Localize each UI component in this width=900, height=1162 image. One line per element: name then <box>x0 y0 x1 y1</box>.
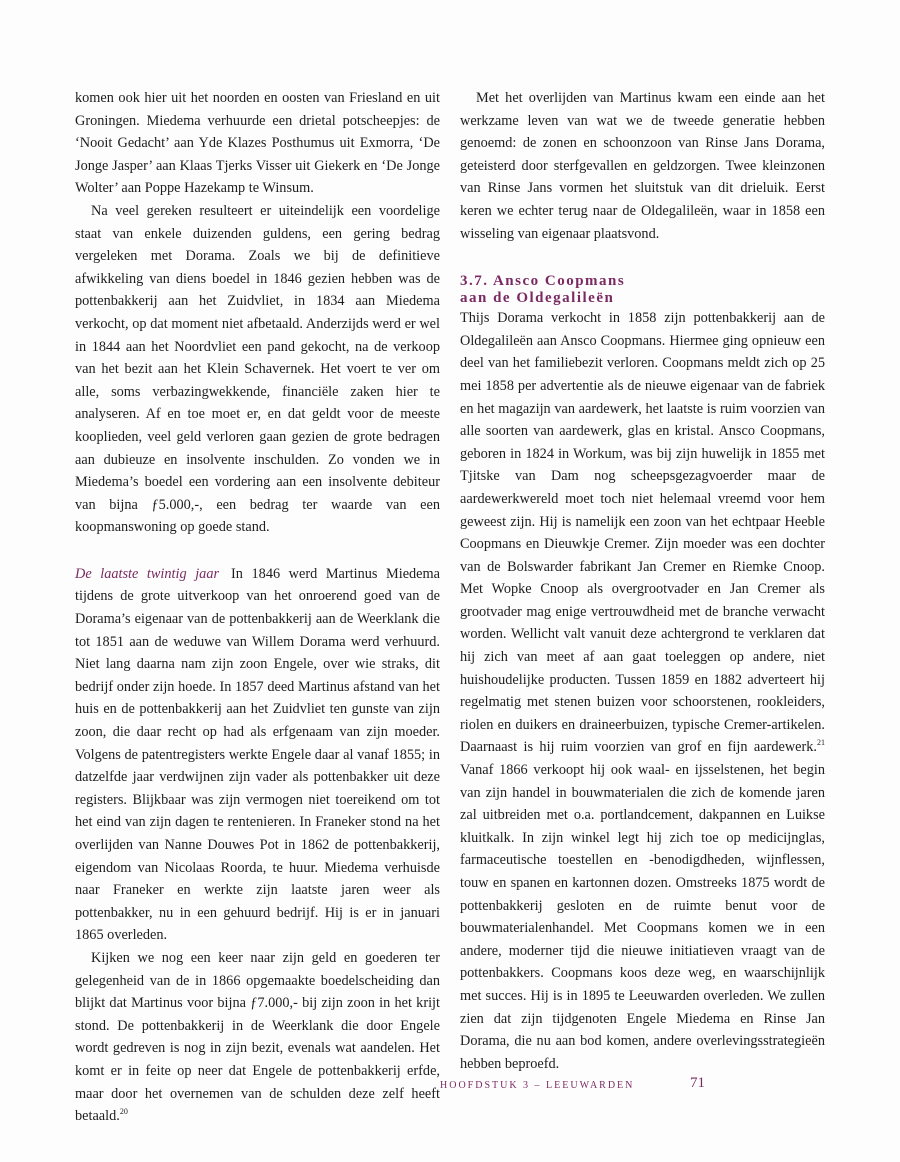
left-paragraph-1: komen ook hier uit het noorden en oosten van Friesland en uit Groningen. Miedema verhuurde een drietal potscheepjes: de ‘Nooit Gedacht’ aan Yde Klazes Posthumus uit Exmorra, ‘De Jonge Jasper’ aan Klaas Tjerks Visser uit Giekerk en ‘De Jonge Wolter’ aan Poppe Hazekamp te Winsum. <box>75 90 440 197</box>
right-paragraph-2-text-b: Vanaf 1866 verkoopt hij ook waal- en ijsselstenen, het begin van zijn handel in bouwmaterialen die zich de komende jaren zal uitbreiden met o.a. portlandcement, dakpannen en Luikse kluitkalk. In zijn winkel legt hij zich toe op medicijnglas, farmaceutische toestellen en -benodigdheden, wijnflessen, touw en spanen en kartonnen dozen. Omstreeks 1875 wordt de pottenbakkerij gesloten en de ruimte benut voor de bouwmaterialenhandel. Met Coopmans komen we in een andere, moderner tijd die nieuwe initiatieven vraagt van de pottenbakkers. Coopmans koos deze weg, en waarschijnlijk met succes. Hij is in 1895 te Leeuwarden overleden. We zullen zien dat zijn tijdgenoten Engele Miedema en Rinse Jan Dorama, die nu aan bod komen, andere overlevingsstrategieën hebben beproefd. <box>460 762 825 1072</box>
running-head: HOOFDSTUK 3 – LEEUWARDEN <box>440 1080 635 1091</box>
footnote-ref-20[interactable]: 20 <box>119 1107 128 1117</box>
right-paragraph-1: Met het overlijden van Martinus kwam een einde aan het werkzame leven van wat we de tweede generatie hebben genoemd: de zonen en schoonzoon van Rinse Jans Dorama, geteisterd door sterfgevallen en geldzorgen. Twee kleinzonen van Rinse Jans vormen het sluitstuk van dit drieluik. Eerst keren we echter terug naar de Oldegalileën, waar in 1858 een wisseling van eigenaar plaatsvond. <box>460 90 825 242</box>
run-in-heading: De laatste twintig jaar <box>75 565 220 582</box>
left-paragraph-4-text: Kijken we nog een keer naar zijn geld en goederen ter gelegenheid van de in 1866 opgemaakte boedelscheiding dan blijkt dat Martinus voor bijna ƒ7.000,- bij zijn zoon in het krijt stond. De pottenbakkerij in de Weerklank die door Engele wordt gedreven is nog in zijn bezit, evenals wat aandelen. Het komt er in feite op neer dat Engele de pottenbakkerij erfde, maar door het overnemen van de schulden deze zelf heeft betaald. <box>75 949 440 1125</box>
page-number: 71 <box>690 1075 705 1091</box>
right-paragraph-2-text-a: Thijs Dorama verkocht in 1858 zijn pottenbakkerij aan de Oldegalileën aan Ansco Coopmans. Hiermee ging opnieuw een deel van het familiebezit verloren. Coopmans meldt zich op 25 mei 1858 per advertentie als de nieuwe eigenaar van de fabriek en het magazijn van aardewerk, het laatste is ruim voorzien van alle soorten van aardewerk, glas en kristal. Ansco Coopmans, geboren in 1824 in Workum, was bij zijn huwelijk in 1855 met Tjitske van Dam nog scheepsgezagvoerder maar de aardewerkwereld moet toch niet helemaal vreemd voor hem geweest zijn. Hij is namelijk een zoon van het echtpaar Heeble Coopmans en Dieuwkje Cremer. Zijn moeder was een dochter van de Bolswarder fabrikant Jan Cremer en Riemke Cnoop. Met Wopke Cnoop als overgrootvader en Jan Cremer als grootvader mag enige vertrouwdheid met de branche verwacht worden. Wellicht valt vanuit deze achtergrond te verklaren dat hij zich van meet af aan gaat toeleggen op andere, niet huishoudelijke producten. Tussen 1859 en 1882 adverteert hij regelmatig met stenen buizen voor schoorstenen, rookleiders, riolen en duikers en draineerbuizen, typische Cremer-artikelen. Daarnaast is hij ruim voorzien van grof en fijn aardewerk. <box>460 310 825 756</box>
section-number: 3.7. <box>460 273 489 290</box>
left-paragraph-3 <box>75 563 440 947</box>
right-text-column <box>460 87 825 1075</box>
section-title-line-1: Ansco Coopmans <box>492 273 626 290</box>
section-heading <box>460 273 825 307</box>
left-paragraph-3-text: In 1846 werd Martinus Miedema tijdens de grote uitverkoop van het onroerend goed van de Dorama’s eigenaar van de pottenbakkerij aan de Weerklank die tot 1851 aan de weduwe van Willem Dorama werd verhuurd. Niet lang daarna nam zijn zoon Engele, over wie straks, dit bedrijf onder zijn hoede. In 1857 deed Martinus afstand van het huis en de pottenbakkerij aan het Zuidvliet ten gunste van zijn zoon, die daar recht op had als erfgenaam van zijn moeder. Volgens de patentregisters werkte Engele daar al vanaf 1855; in datzelfde jaar verdwijnen zijn vader als pottenbakker uit deze registers. Blijkbaar was zijn vermogen niet toereikend om tot het eind van zijn dagen te rentenieren. In Franeker stond na het overlijden van Nanne Douwes Pot in 1862 de pottenbakkerij, eigendom van Nicolaas Roorda, te huur. Miedema verhuisde naar Franeker en werkte zijn laatste jaren weer als pottenbakker, nu in een gehuurd bedrijf. Hij is er in januari 1865 overleden. <box>75 565 440 944</box>
left-paragraph-4 <box>75 947 440 1128</box>
footnote-ref-21[interactable]: 21 <box>817 738 825 748</box>
right-paragraph-2 <box>460 307 825 1075</box>
section-title-line-2: aan de Oldegalileën <box>460 290 615 307</box>
left-paragraph-2: Na veel gereken resulteert er uiteindelijk een voordelige staat van enkele duizenden guldens, een gering bedrag vergeleken met Dorama. Zoals we bij de definitieve afwikkeling van diens boedel in 1846 gezien hebben was de pottenbakkerij aan het Zuidvliet, in 1834 aan Miedema verkocht, op dat moment niet afbetaald. Anderzijds werd er wel in 1844 aan het Noordvliet een pand gekocht, na de verkoop van het bezit aan het Klein Schavernek. Het voert te ver om alle, soms verbazingwekkende, financiële zaken hier te analyseren. Af en toe moet er, en dat geldt voor de meeste kooplieden, veel geld verloren gaan gezien de grote bedragen aan dubieuze en insolvente inschulden. Zo vonden we in Miedema’s boedel een vordering aan een insolvente debiteur van bijna ƒ5.000,-, een bedrag ter waarde van een koopmanswoning op goede stand. <box>75 202 440 536</box>
section-heading-line-1 <box>460 273 825 290</box>
left-text-column <box>75 87 440 1128</box>
